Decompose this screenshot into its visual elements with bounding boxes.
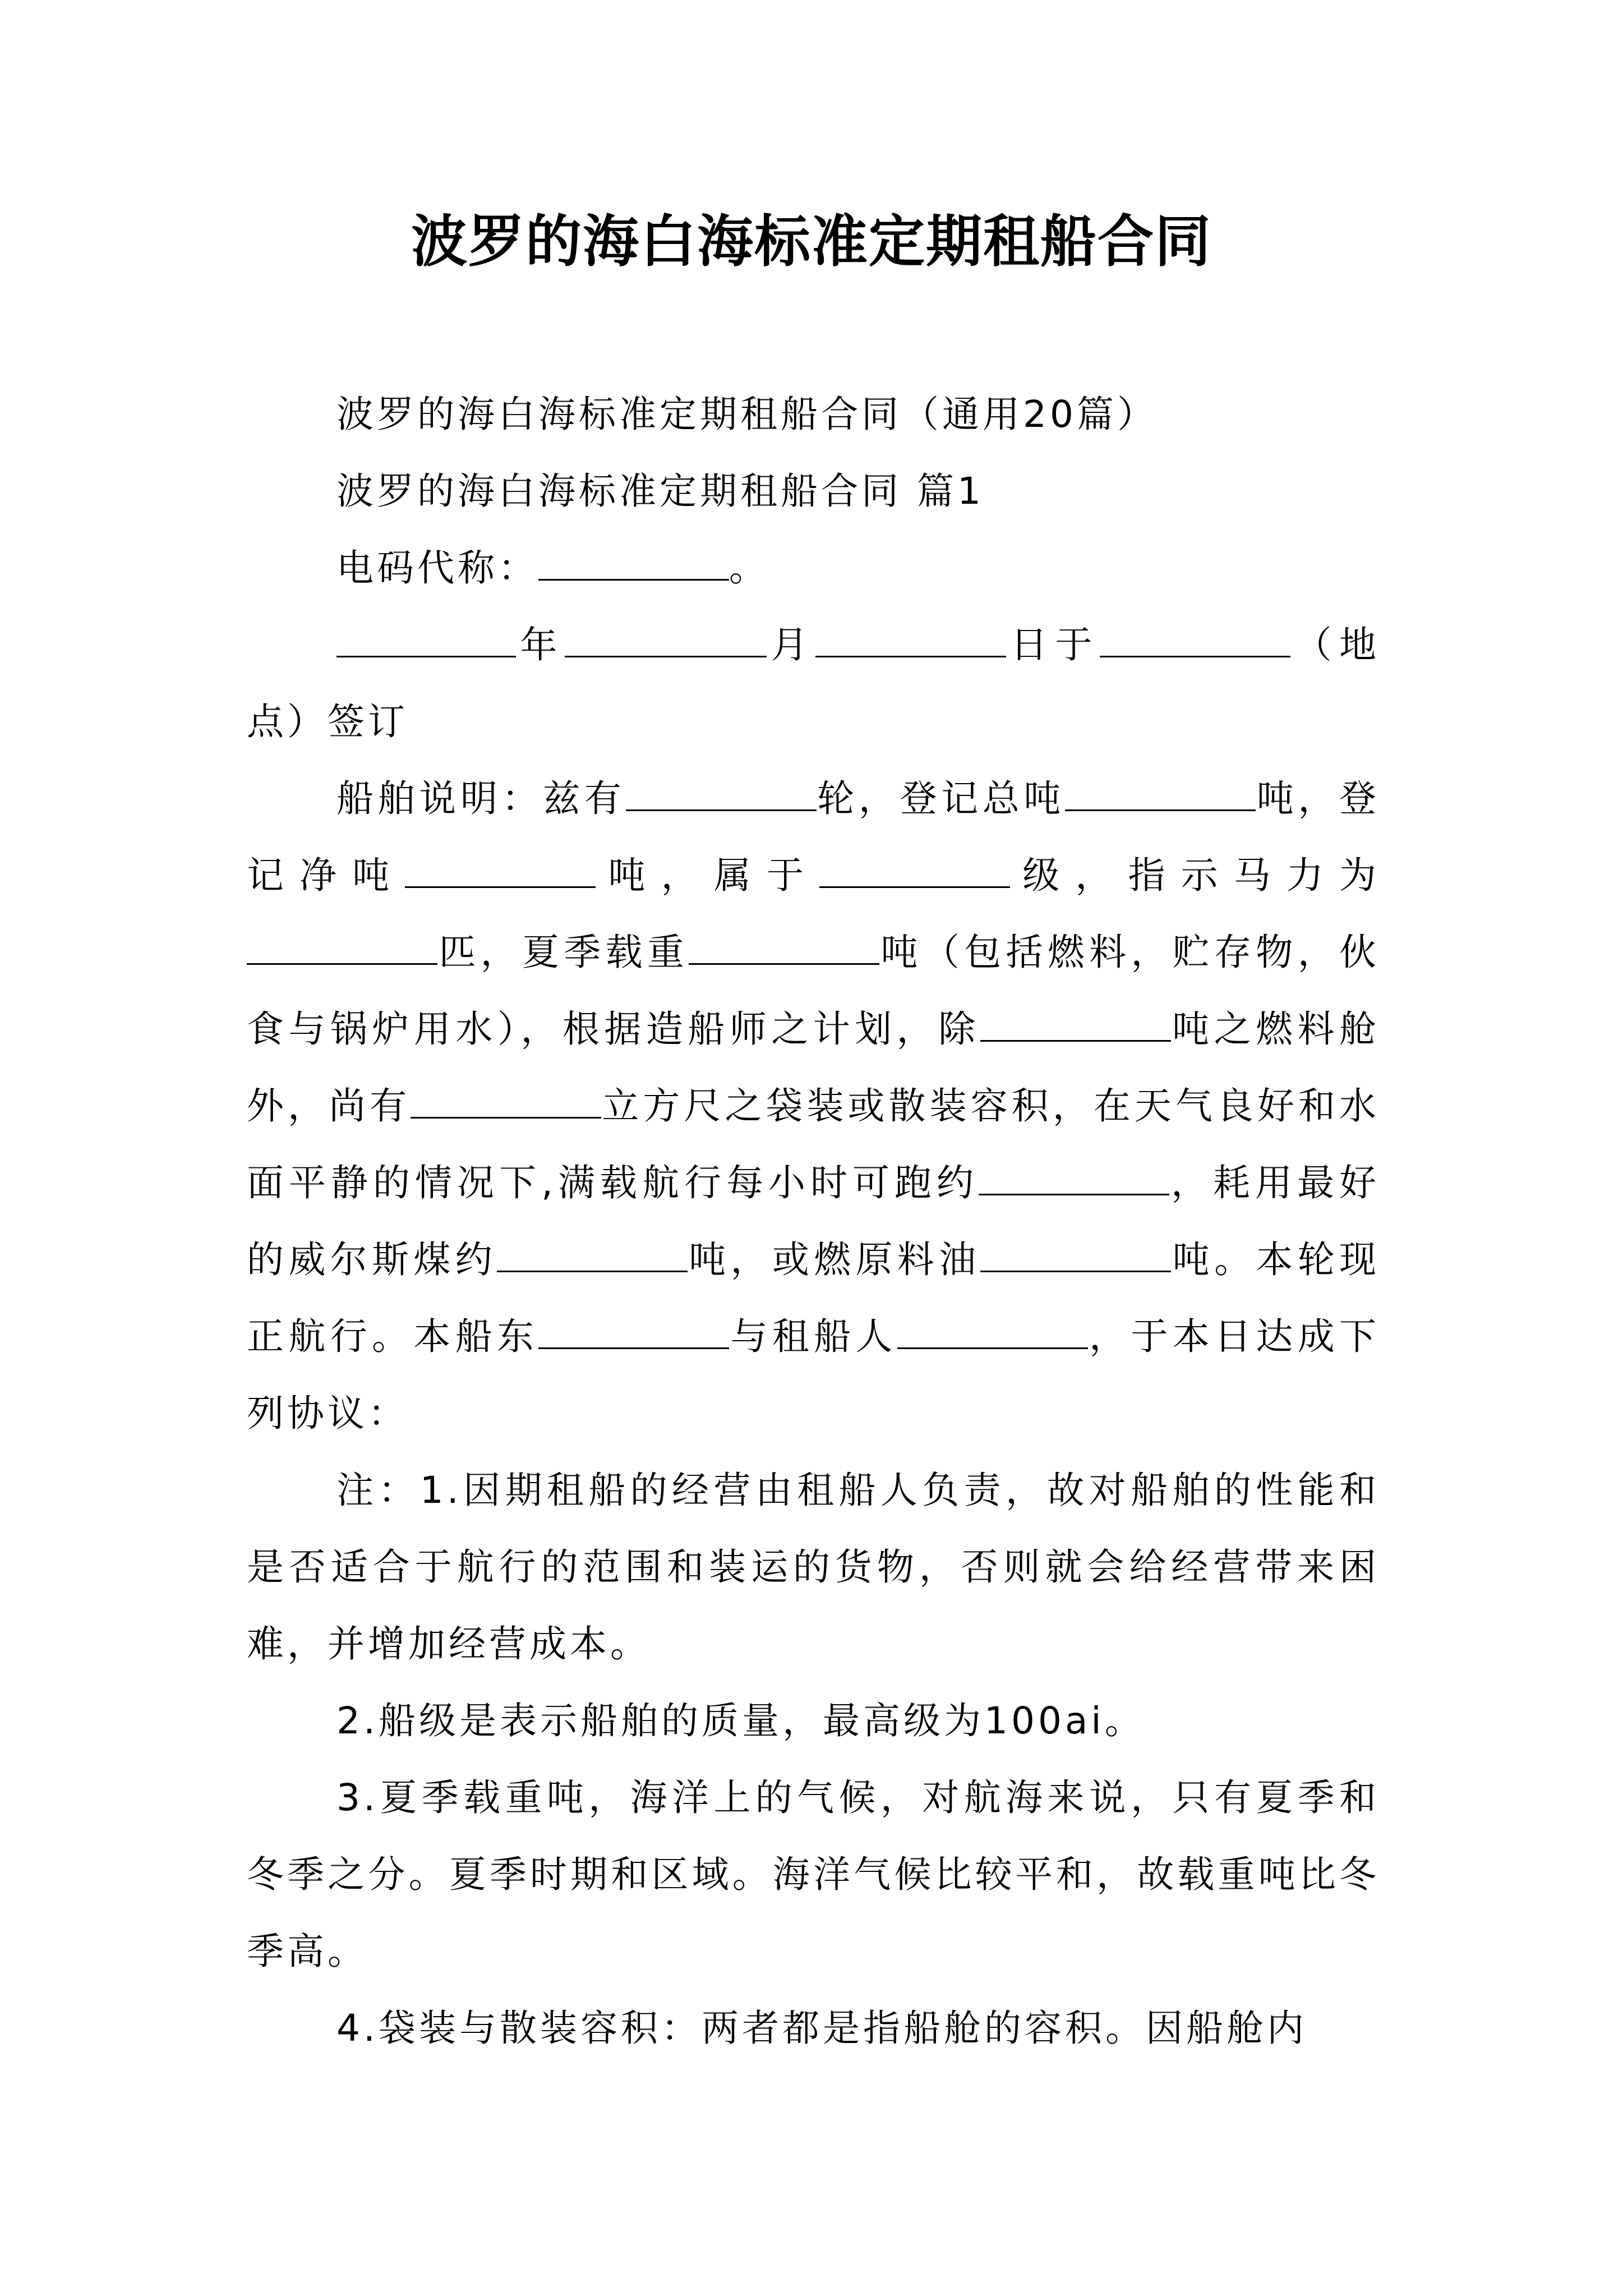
note-1-paragraph: 注：1.因期租船的经营由租船人负责，故对船舶的性能和是否适合于航行的范围和装运的货物，否则就会给经营带来困难，并增加经营成本。: [247, 1469, 1380, 1665]
document-title: 波罗的海白海标准定期租船合同: [411, 208, 1212, 274]
charterer-blank: [897, 1319, 1088, 1349]
speed-blank: [979, 1166, 1169, 1195]
class-blank: [819, 858, 1010, 888]
document-body: [247, 376, 1380, 2067]
code-name-paragraph: [247, 530, 1380, 606]
place-label: （地点）签订: [247, 623, 1380, 743]
ship-text-5: 级，指示马力为: [1010, 854, 1380, 897]
capacity-blank: [411, 1089, 601, 1119]
ship-description-paragraph: [247, 760, 1380, 1452]
code-name-end: 。: [729, 546, 769, 590]
ship-text-1: 船舶说明：兹有: [336, 777, 626, 820]
ship-name-blank: [626, 781, 817, 811]
signing-date-paragraph: [247, 606, 1380, 760]
bunker-blank: [980, 1012, 1171, 1042]
place-blank: [1100, 628, 1290, 657]
code-name-label: 电码代称：: [336, 546, 538, 590]
coal-blank: [497, 1243, 688, 1272]
note-2-paragraph: 2.船级是表示船舶的质量，最高级为100ai。: [336, 1699, 1145, 1742]
note-4-paragraph: 4.袋装与散装容积：两者都是指船舱的容积。因船舱内: [336, 2007, 1307, 2050]
ship-text-13: 与租船人: [729, 1315, 897, 1358]
month-blank: [565, 628, 767, 657]
ship-text-3: 吨，登记净吨: [247, 777, 1380, 897]
ship-text-10: ，耗用最好的威尔斯煤约: [247, 1161, 1380, 1281]
day-blank: [815, 628, 1006, 657]
ship-text-14: ，于本日达成下列协议：: [247, 1315, 1380, 1435]
gross-tonnage-blank: [1065, 781, 1256, 811]
deadweight-blank: [689, 935, 879, 965]
ship-text-2: 轮，登记总吨: [816, 777, 1066, 820]
ship-text-7: 吨（包括燃料，贮存物，伙食与锅炉用水），根据造船师之计划，除: [247, 931, 1380, 1051]
day-label: 日于: [1006, 623, 1100, 666]
year-label: 年: [516, 623, 565, 666]
note-3-paragraph: 3.夏季载重吨，海洋上的气候，对航海来说，只有夏季和冬季之分。夏季时期和区域。海洋气候比较平和，故载重吨比冬季高。: [247, 1776, 1380, 1973]
ship-text-9: 立方尺之袋装或散装容积，在天气良好和水面平静的情况下,满载航行每小时可跑约: [247, 1084, 1380, 1204]
net-tonnage-blank: [405, 858, 596, 888]
month-label: 月: [767, 623, 816, 666]
ship-text-4: 吨，属于: [596, 854, 820, 897]
fuel-oil-blank: [980, 1243, 1171, 1272]
ship-text-12: 吨。本轮现正航行。本船东: [247, 1238, 1380, 1358]
ship-text-6: 匹，夏季载重: [437, 931, 689, 974]
horsepower-blank: [247, 935, 437, 965]
owner-blank: [538, 1319, 729, 1349]
subtitle-paragraph: 波罗的海白海标准定期租船合同（通用20篇）: [336, 393, 1158, 436]
code-name-blank: [538, 551, 729, 581]
ship-text-11: 吨，或燃原料油: [687, 1238, 981, 1281]
ship-text-8: 吨之燃料舱外，尚有: [247, 1007, 1380, 1128]
part-heading: 波罗的海白海标准定期租船合同 篇1: [336, 470, 984, 513]
year-blank: [336, 628, 516, 657]
